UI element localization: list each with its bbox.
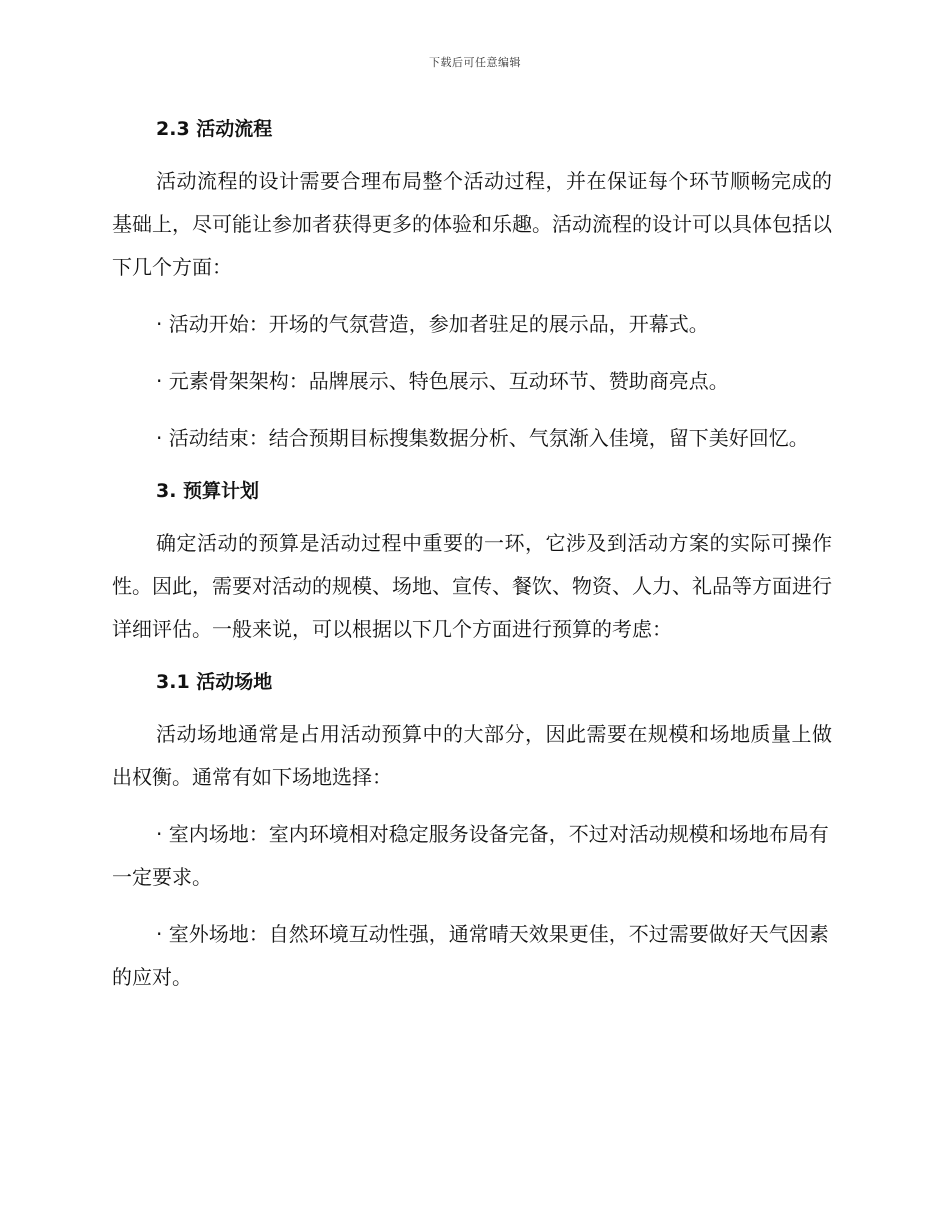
section-3-1-intro: 活动场地通常是占用活动预算中的大部分，因此需要在规模和场地质量上做出权衡。通常有如下场地选择： [112,722,832,789]
section-3-1-bullet-1: · 室内场地：室内环境相对稳定服务设备完备，不过对活动规模和场地布局有一定要求。 [112,822,829,889]
document-body [112,112,832,999]
header-note: 下载后可任意编辑 [429,56,521,69]
section-2-3-bullet-1: · 活动开始：开场的气氛营造，参加者驻足的展示品，开幕式。 [156,312,709,336]
section-3-intro: 确定活动的预算是活动过程中重要的一环，它涉及到活动方案的实际可操作性。因此，需要对活动的规模、场地、宣传、餐饮、物资、人力、礼品等方面进行详细评估。一般来说，可以根据以下几个方面进行预算的考虑： [112,531,832,641]
section-2-3-bullet-3: · 活动结束：结合预期目标搜集数据分析、气氛渐入佳境，留下美好回忆。 [156,426,809,450]
section-heading-2-3: 2.3 活动流程 [156,118,273,140]
section-heading-3-1: 3.1 活动场地 [156,671,273,693]
section-2-3-intro: 活动流程的设计需要合理布局整个活动过程，并在保证每个环节顺畅完成的基础上，尽可能让参加者获得更多的体验和乐趣。活动流程的设计可以具体包括以下几个方面： [112,169,832,279]
section-3-1-bullet-2: · 室外场地：自然环境互动性强，通常晴天效果更佳，不过需要做好天气因素的应对。 [112,922,829,989]
section-heading-3: 3. 预算计划 [156,480,260,502]
section-2-3-bullet-2: · 元素骨架架构：品牌展示、特色展示、互动环节、赞助商亮点。 [156,369,729,393]
